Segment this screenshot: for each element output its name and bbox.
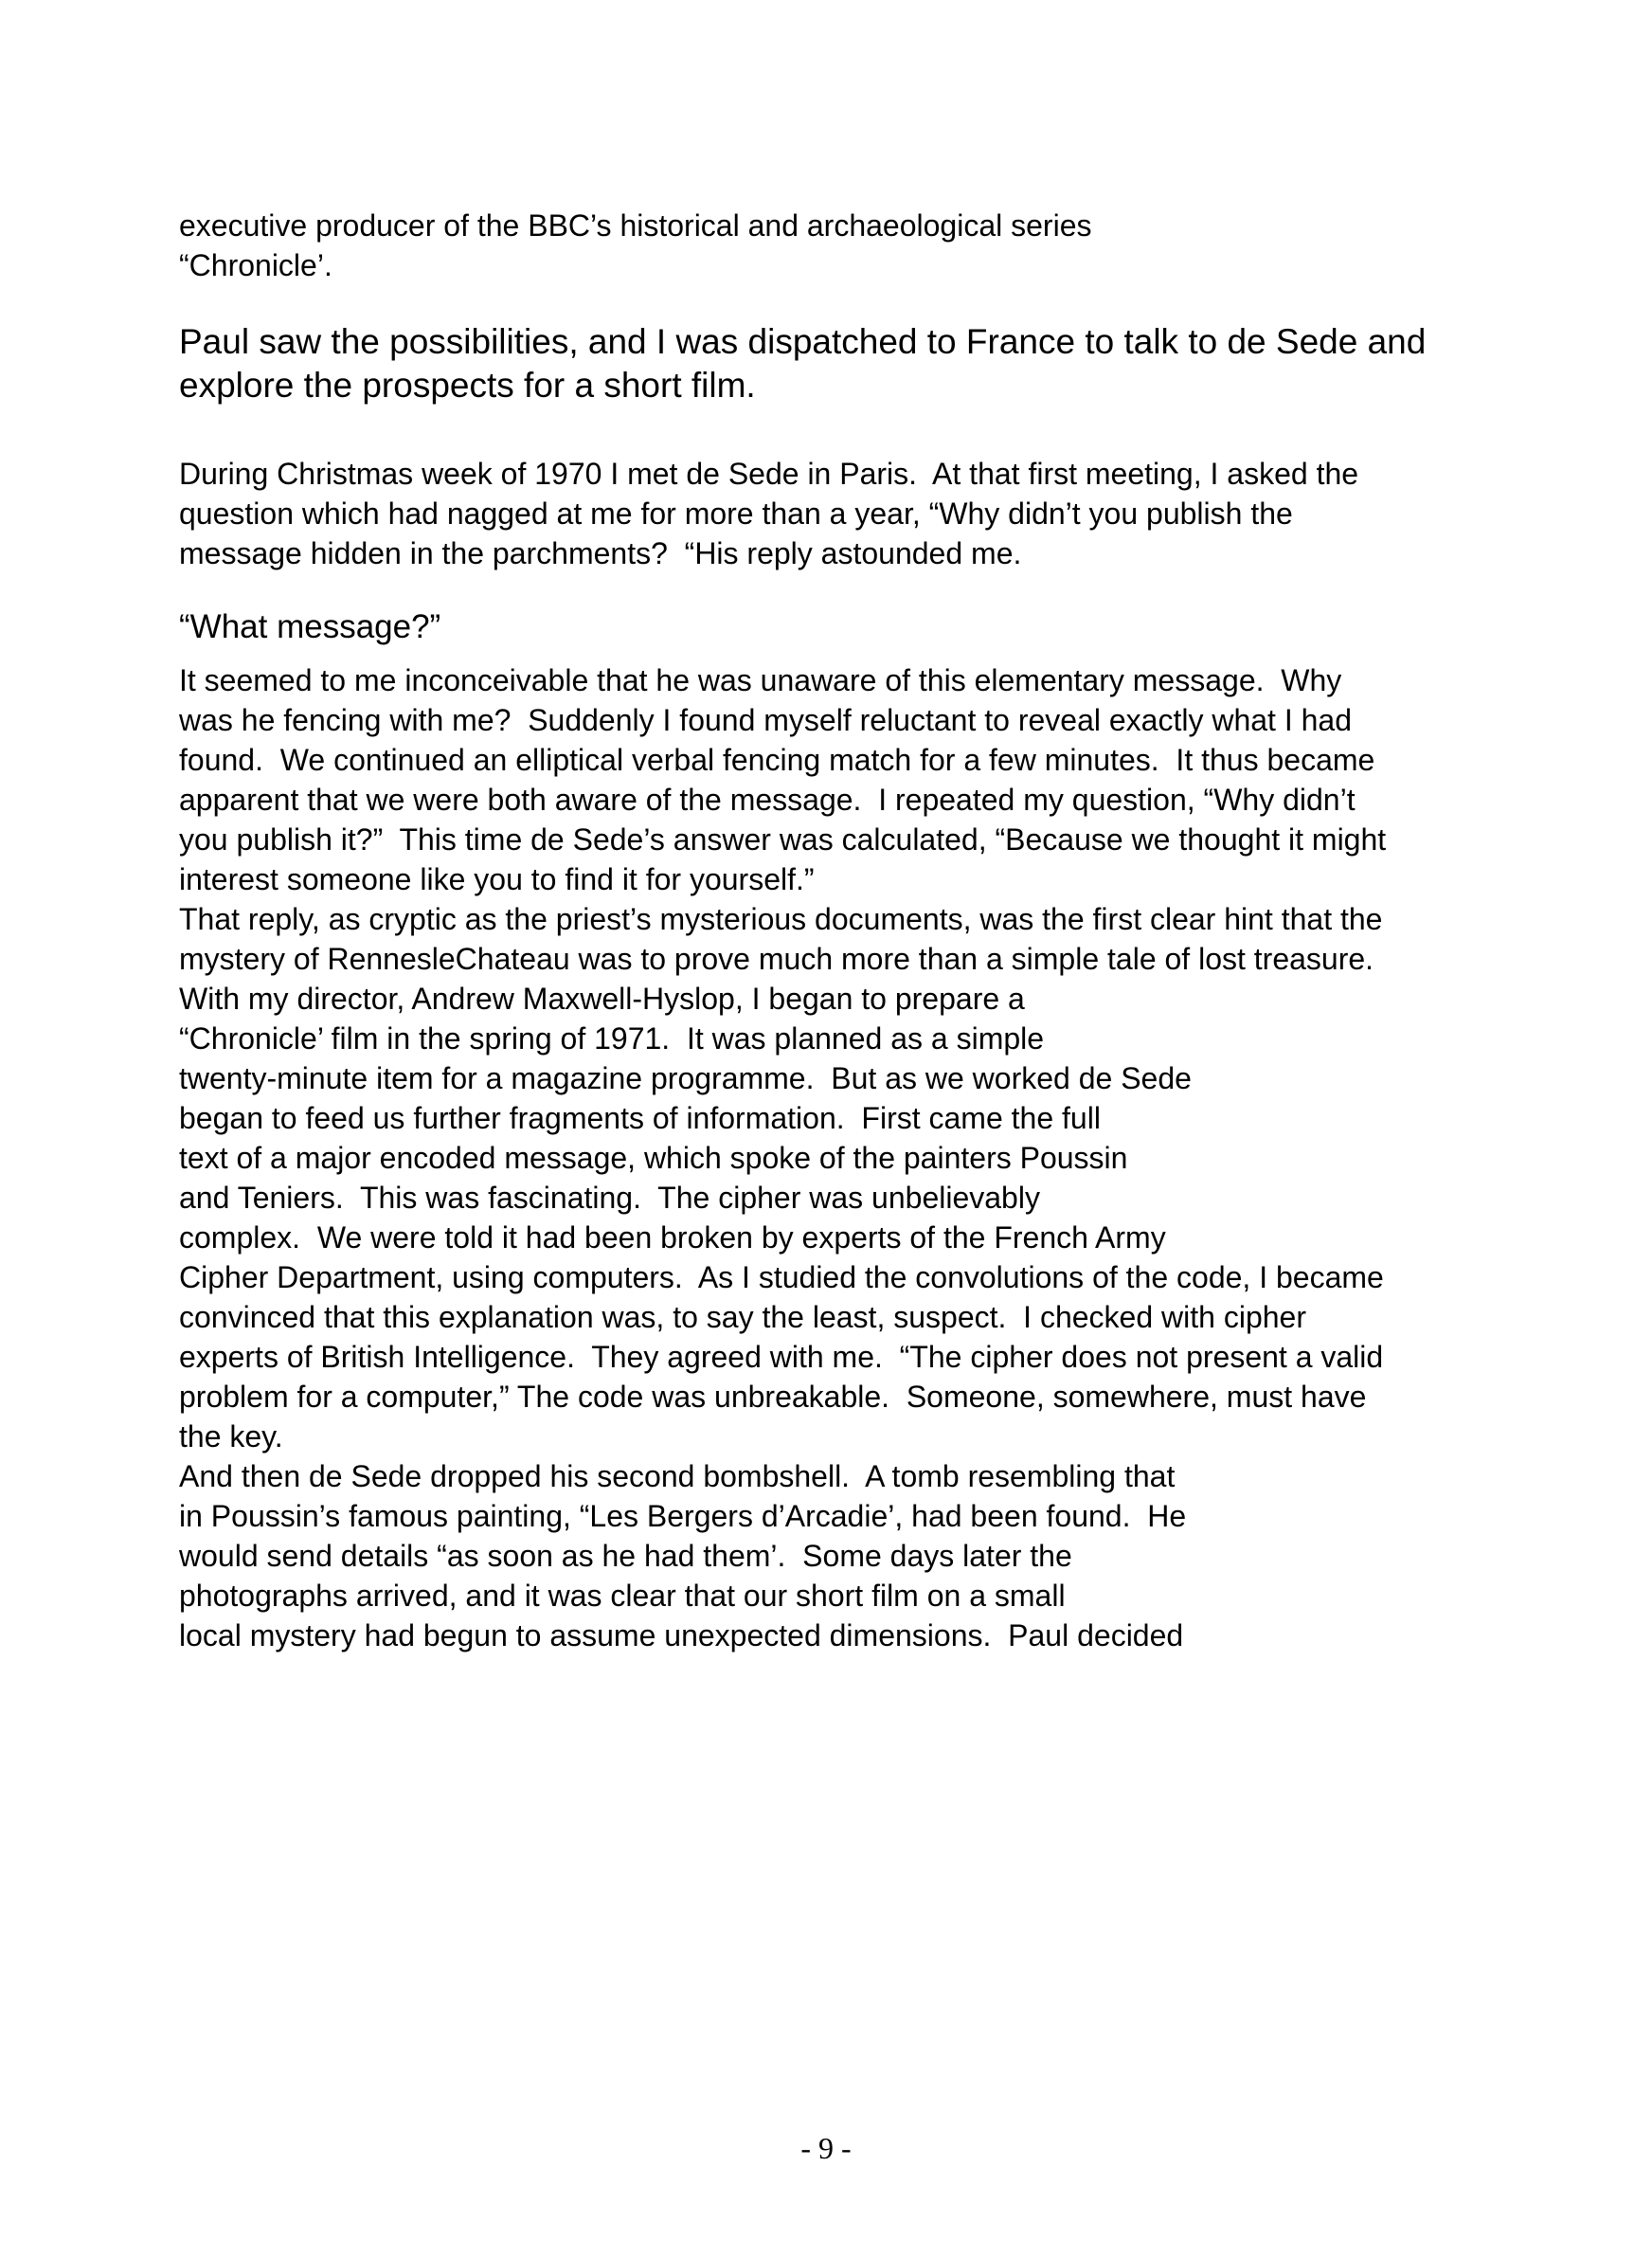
text-line: problem for a computer,” The code was unbreakable. Someone, somewhere, must have bbox=[179, 1380, 1367, 1414]
text-line: explore the prospects for a short film. bbox=[179, 366, 756, 405]
text-line: It seemed to me inconceivable that he was unaware of this elementary message. Why bbox=[179, 663, 1342, 697]
text-line: began to feed us further fragments of information. First came the full bbox=[179, 1101, 1101, 1135]
text-line: “Chronicle’. bbox=[179, 248, 332, 282]
text-line: question which had nagged at me for more than a year, “Why didn’t you publish the bbox=[179, 497, 1293, 531]
text-line: text of a major encoded message, which spoke of the painters Poussin bbox=[179, 1141, 1128, 1175]
text-line: With my director, Andrew Maxwell-Hyslop, I began to prepare a bbox=[179, 982, 1025, 1016]
text-line: and Teniers. This was fascinating. The cipher was unbelievably bbox=[179, 1181, 1040, 1215]
text-line: you publish it?” This time de Sede’s answer was calculated, “Because we thought it might bbox=[179, 822, 1387, 857]
text-line: mystery of RennesleChateau was to prove much more than a simple tale of lost treasure. bbox=[179, 942, 1374, 976]
intro-paragraph bbox=[179, 206, 1091, 285]
christmas-paragraph bbox=[179, 454, 1358, 573]
paul-paragraph bbox=[179, 320, 1426, 407]
text-line: apparent that we were both aware of the message. I repeated my question, “Why didn’t bbox=[179, 783, 1356, 817]
text-line: twenty-minute item for a magazine programme. But as we worked de Sede bbox=[179, 1061, 1192, 1095]
text-line: experts of British Intelligence. They agreed with me. “The cipher does not present a valid bbox=[179, 1340, 1384, 1374]
text-line: executive producer of the BBC’s historical and archaeological series bbox=[179, 208, 1092, 243]
what-message-line bbox=[179, 606, 440, 648]
text-line: convinced that this explanation was, to say the least, suspect. I checked with cipher bbox=[179, 1300, 1306, 1334]
text-line: And then de Sede dropped his second bombshell. A tomb resembling that bbox=[179, 1459, 1176, 1493]
text-line: complex. We were told it had been broken by experts of the French Army bbox=[179, 1220, 1166, 1255]
body-paragraph bbox=[179, 660, 1386, 1655]
text-line: interest someone like you to find it for yourself.” bbox=[179, 862, 815, 896]
text-line: message hidden in the parchments? “His reply astounded me. bbox=[179, 536, 1022, 570]
text-line: was he fencing with me? Suddenly I found myself reluctant to reveal exactly what I had bbox=[179, 703, 1352, 737]
text-line: photographs arrived, and it was clear that our short film on a small bbox=[179, 1579, 1066, 1613]
text-line: That reply, as cryptic as the priest’s mysterious documents, was the first clear hint that the bbox=[179, 902, 1383, 936]
text-line: would send details “as soon as he had them’. Some days later the bbox=[179, 1539, 1072, 1573]
text-line: Paul saw the possibilities, and I was dispatched to France to talk to de Sede and bbox=[179, 322, 1427, 361]
text-line: Cipher Department, using computers. As I studied the convolutions of the code, I became bbox=[179, 1260, 1384, 1294]
page-number: - 9 - bbox=[800, 2131, 852, 2165]
text-line: found. We continued an elliptical verbal fencing match for a few minutes. It thus became bbox=[179, 743, 1375, 777]
text-line: the key. bbox=[179, 1419, 283, 1454]
text-line: in Poussin’s famous painting, “Les Bergers d’Arcadie’, had been found. He bbox=[179, 1499, 1187, 1533]
text-line: “What message?” bbox=[179, 608, 441, 645]
text-line: local mystery had begun to assume unexpected dimensions. Paul decided bbox=[179, 1618, 1184, 1652]
text-line: “Chronicle’ film in the spring of 1971. It was planned as a simple bbox=[179, 1021, 1045, 1056]
text-line: During Christmas week of 1970 I met de Sede in Paris. At that first meeting, I asked the bbox=[179, 457, 1359, 491]
